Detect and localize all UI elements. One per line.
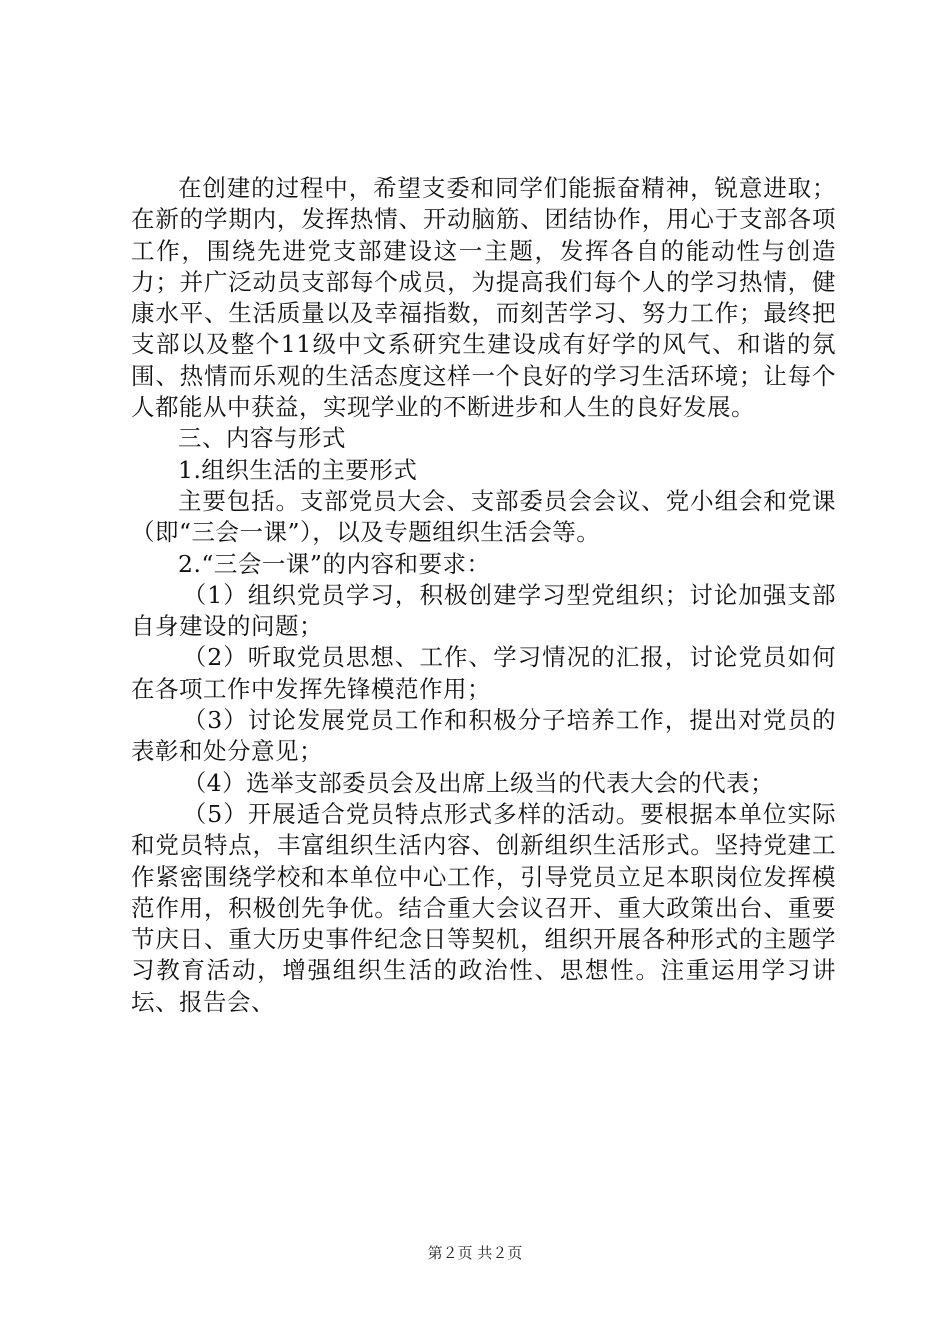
page-number-footer: 第２页 共２页 <box>427 1244 523 1262</box>
paragraph-creation-goals: 在创建的过程中，希望支委和同学们能振奋精神，锐意进取；在新的学期内，发挥热情、开动脑筋、团结协作，用心于支部各项工作，围绕先进党支部建设这一主题，发挥各自的能动性与创造力；并广泛动员支部每个成员，为提高我们每个人的学习热情，健康水平、生活质量以及幸福指数，而刻苦学习、努力工作；最终把支部以及整个11级中文系研究生建设成有好学的风气、和谐的氛围、热情而乐观的生活态度这样一个良好的学习生活环境；让每个人都能从中获益，实现学业的不断进步和人生的良好发展。 <box>131 174 836 422</box>
paragraph-main-forms: 主要包括。支部党员大会、支部委员会会议、党小组会和党课（即“三会一课”），以及专题组织生活会等。 <box>131 486 836 547</box>
list-item-2: （2）听取党员思想、工作、学习情况的汇报，讨论党员如何在各项工作中发挥先锋模范作用； <box>131 643 836 703</box>
list-item-4: （4）选举支部委员会及出席上级当的代表大会的代表； <box>182 768 775 797</box>
list-item-5: （5）开展适合党员特点形式多样的活动。要根据本单位实际和党员特点，丰富组织生活内容、创新组织生活形式。坚持党建工作紧密围绕学校和本单位中心工作，引导党员立足本职岗位发挥模范作用，积极创先争优。结合重大会议召开、重大政策出台、重要节庆日、重大历史事件纪念日等契机，组织开展各种形式的主题学习教育活动，增强组织生活的政治性、思想性。注重运用学习讲坛、报告会、 <box>131 799 836 1016</box>
list-item-3: （3）讨论发展党员工作和积极分子培养工作，提出对党员的表彰和处分意见； <box>131 706 836 766</box>
document-body <box>131 173 836 1018</box>
list-item-1: （1）组织党员学习，积极创建学习型党组织；讨论加强支部自身建设的问题； <box>131 580 836 641</box>
subheading-requirements: 2.“三会一课”的内容和要求： <box>178 549 491 578</box>
section-heading-content-form: 三、内容与形式 <box>178 424 346 453</box>
subheading-main-forms: 1.组织生活的主要形式 <box>178 455 418 484</box>
